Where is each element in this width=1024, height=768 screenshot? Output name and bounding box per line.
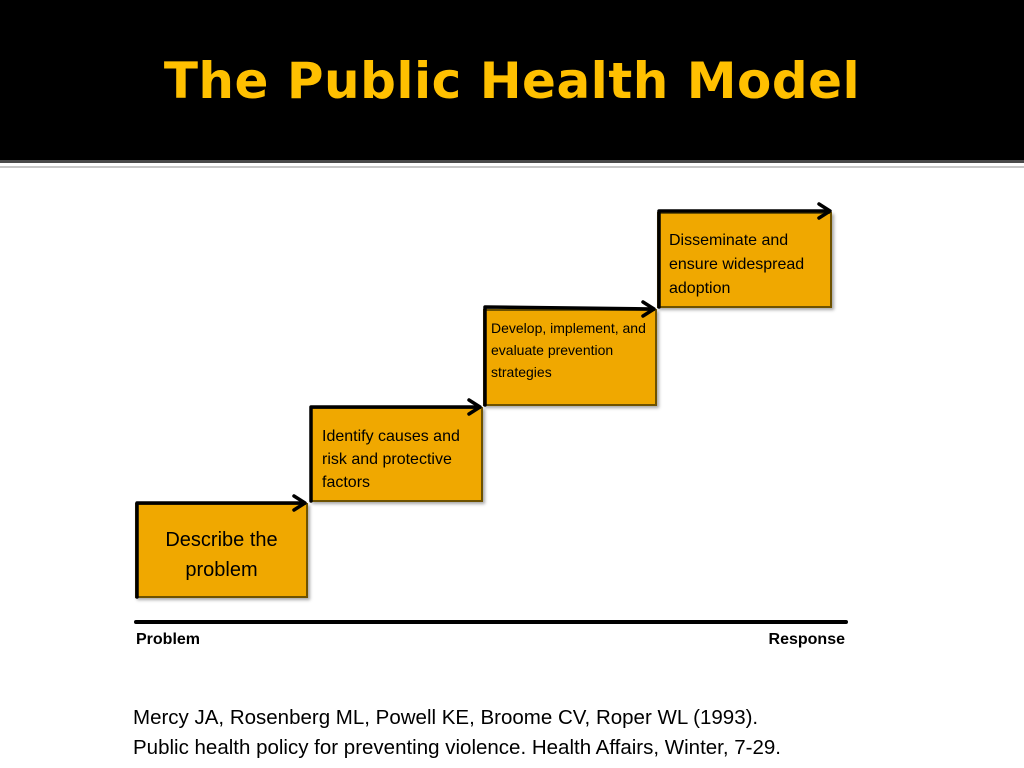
- citation: [133, 703, 1013, 763]
- step-label: Describe the problem: [165, 529, 278, 581]
- step-disseminate: [657, 212, 832, 308]
- step-label: Disseminate and ensure widespread adoption: [669, 232, 805, 297]
- step-develop-strategies: [483, 309, 657, 406]
- axis-end-label: Response: [768, 631, 845, 648]
- step-identify-causes: [310, 407, 483, 502]
- citation-line-1: Mercy JA, Rosenberg ML, Powell KE, Broome CV, Roper WL (1993).: [133, 706, 759, 729]
- citation-line-2: Public health policy for preventing violence. Health Affairs, Winter, 7-29.: [133, 736, 781, 759]
- slide-title: The Public Health Model: [163, 52, 861, 110]
- step-describe-problem: [135, 503, 308, 598]
- axis-start-label: Problem: [136, 631, 201, 648]
- step-label: Develop, implement, and evaluate prevention strategies: [491, 320, 646, 380]
- step-label: Identify causes and risk and protective factors: [322, 428, 460, 491]
